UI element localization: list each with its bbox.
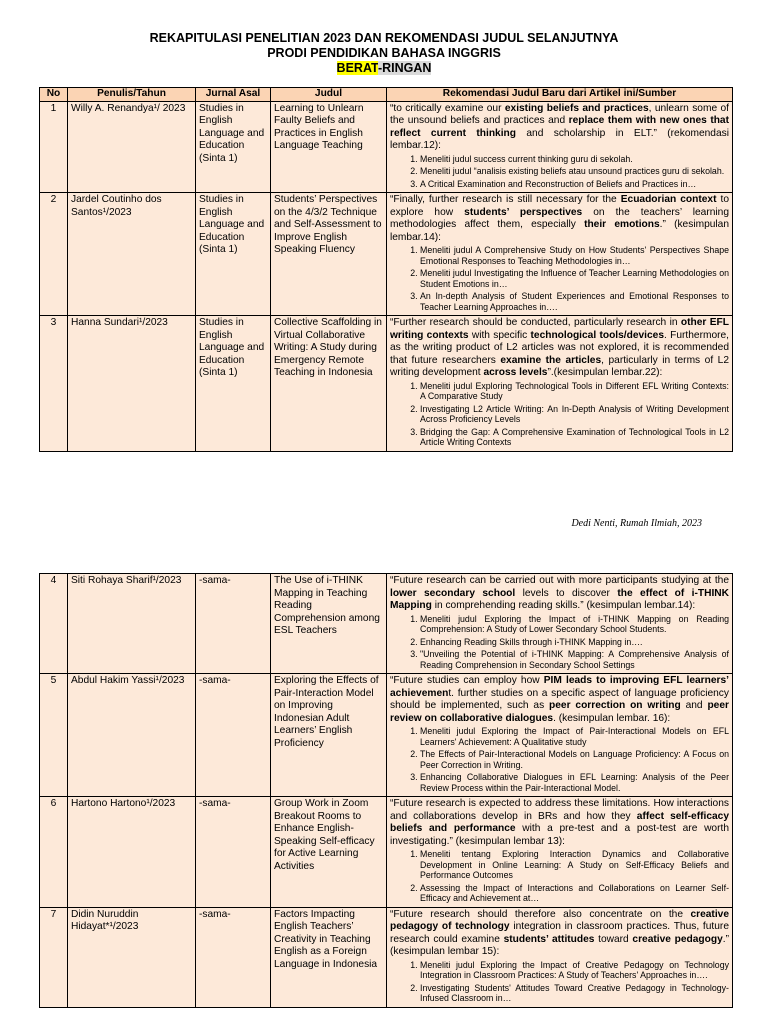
header-title: Judul (271, 88, 387, 102)
title-berat: BERAT (336, 61, 378, 75)
row-title: Students’ Perspectives on the 4/3/2 Technique and Self-Assessment to Improve English Speaking Fluency (271, 193, 387, 316)
row-recommendation (387, 797, 733, 908)
row-number: 3 (40, 316, 68, 452)
recommendation-quote: “Future studies can employ how PIM leads to improving EFL learners’ achievement. further studies on a specific aspect of language proficiency should be implemented, such as peer correction on writing and peer review on collaborative dialogues. (kesimpulan lembar. 16): (390, 675, 729, 724)
recommended-titles-list (390, 154, 729, 190)
recommended-title: 2. Assessing the Impact of Interactions and Collaborations on Learner Self-Efficacy and Achievement at… (420, 883, 729, 904)
recommended-title: 3. Bridging the Gap: A Comprehensive Examination of Technological Tools in L2 Article Writing Contexts (420, 427, 729, 448)
recommended-title: 1. Meneliti judul Exploring the Impact of Pair-Interactional Models on EFL Learners' Achievement: A Qualitative study (420, 726, 729, 747)
row-author: Willy A. Renandya¹/ 2023 (68, 101, 196, 193)
recommendation-quote: “Future research can be carried out with more participants studying at the lower secondary school levels to discover the effect of i-THINK Mapping in comprehending reading skills.” (kesimpulan lembar.14): (390, 575, 729, 611)
row-recommendation (387, 574, 733, 674)
document-title-line-3 (0, 60, 768, 76)
row-title: Collective Scaffolding in Virtual Collaborative Writing: A Study during Emergency Remote Teaching in Indonesia (271, 316, 387, 452)
recommended-titles-list (390, 381, 729, 448)
table-row (40, 907, 733, 1007)
row-author: Hanna Sundari¹/2023 (68, 316, 196, 452)
title-ringan: -RINGAN (377, 61, 432, 75)
recommended-title: 2. Meneliti judul “analisis existing beliefs atau unsound practices guru di sekolah. (420, 166, 729, 177)
recommended-title: 3. An In-depth Analysis of Student Experiences and Emotional Responses to Teacher Learning Approaches in…. (420, 291, 729, 312)
research-table-page-1 (39, 87, 733, 452)
recommended-titles-list (390, 726, 729, 793)
signature: Dedi Nenti, Rumah Ilmiah, 2023 (571, 518, 702, 529)
row-title: Exploring the Effects of Pair-Interaction Model on Improving Indonesian Adult Learners’ English Proficiency (271, 674, 387, 797)
row-number: 2 (40, 193, 68, 316)
row-number: 7 (40, 907, 68, 1007)
row-number: 6 (40, 797, 68, 908)
row-author: Didin Nuruddin Hidayat*¹/2023 (68, 907, 196, 1007)
recommended-title: 2. Enhancing Reading Skills through i-THINK Mapping in…. (420, 637, 729, 648)
row-author: Siti Rohaya Sharif¹/2023 (68, 574, 196, 674)
recommended-title: 2. Investigating Students' Attitudes Toward Creative Pedagogy in Technology-Infused Classroom in… (420, 983, 729, 1004)
recommended-titles-list (390, 245, 729, 312)
recommended-title: 1. Meneliti tentang Exploring Interaction Dynamics and Collaborative Development in Online Learning: A Study on Self-Efficacy Beliefs and Performance Outcomes (420, 849, 729, 881)
row-journal: -sama- (196, 797, 271, 908)
table-row (40, 797, 733, 908)
header-no: No (40, 88, 68, 102)
row-journal: -sama- (196, 907, 271, 1007)
recommendation-quote: “to critically examine our existing beliefs and practices, unlearn some of the unsound beliefs and practices and replace them with new ones that reflect current thinking and scholarship in ELT.” (rekomendasi lembar.12): (390, 102, 729, 151)
row-recommendation (387, 674, 733, 797)
row-author: Hartono Hartono¹/2023 (68, 797, 196, 908)
recommended-title: 2. The Effects of Pair-Interactional Models on Language Proficiency: A Focus on Peer Correction in Writing. (420, 749, 729, 770)
header-recommendation: Rekomendasi Judul Baru dari Artikel ini/Sumber (387, 88, 733, 102)
row-journal: Studies in English Language and Education (Sinta 1) (196, 316, 271, 452)
header-author: Penulis/Tahun (68, 88, 196, 102)
row-recommendation (387, 316, 733, 452)
recommended-title: 3. Enhancing Collaborative Dialogues in EFL Learning: Analysis of the Peer Review Process within the Pair-Interactional Model. (420, 772, 729, 793)
row-recommendation (387, 193, 733, 316)
row-number: 5 (40, 674, 68, 797)
header-journal: Jurnal Asal (196, 88, 271, 102)
recommended-titles-list (390, 849, 729, 904)
row-title: Group Work in Zoom Breakout Rooms to Enhance English-Speaking Self-efficacy for Active Learning Activities (271, 797, 387, 908)
recommended-title: 2. Meneliti judul Investigating the Influence of Teacher Learning Methodologies on Student Emotions in… (420, 268, 729, 289)
recommended-titles-list (390, 614, 729, 671)
table-row (40, 193, 733, 316)
table-row (40, 316, 733, 452)
recommended-titles-list (390, 960, 729, 1004)
table-row (40, 674, 733, 797)
row-title: The Use of i-THINK Mapping in Teaching Reading Comprehension among ESL Teachers (271, 574, 387, 674)
table-row (40, 101, 733, 193)
row-journal: -sama- (196, 574, 271, 674)
row-journal: Studies in English Language and Education (Sinta 1) (196, 193, 271, 316)
recommended-title: 1. Meneliti judul success current thinking guru di sekolah. (420, 154, 729, 165)
recommended-title: 1. Meneliti judul Exploring the Impact of i-THINK Mapping on Reading Comprehension: A Study of Lower Secondary School Students. (420, 614, 729, 635)
recommended-title: 3. A Critical Examination and Reconstruction of Beliefs and Practices in… (420, 179, 729, 190)
table-row (40, 574, 733, 674)
row-number: 1 (40, 101, 68, 193)
recommendation-quote: “Finally, further research is still necessary for the Ecuadorian context to explore how students’ perspectives on the teachers’ learning methodologies affect them, especially their emotions.” (kesimpulan lembar.14): (390, 194, 730, 243)
recommended-title: 3. "Unveiling the Potential of i-THINK Mapping: A Comprehensive Analysis of Reading Comprehension in Secondary School Settings (420, 649, 729, 670)
row-author: Jardel Coutinho dos Santos¹/2023 (68, 193, 196, 316)
row-title: Learning to Unlearn Faulty Beliefs and Practices in English Language Teaching (271, 101, 387, 193)
document-title-line-1: REKAPITULASI PENELITIAN 2023 DAN REKOMENDASI JUDUL SELANJUTNYA (149, 31, 619, 45)
recommendation-quote: “Further research should be conducted, particularly research in other EFL writing contexts with specific technological tools/devices. Furthermore, as the writing product of L2 articles was not explored, it is recommended that future researchers examine the articles, particularly in terms of L2 writing development across levels”.(kesimpulan lembar.22): (390, 317, 730, 378)
recommended-title: 1. Meneliti judul Exploring the Impact of Creative Pedagogy on Technology Integration in Classroom Practices: A Study of Teachers' Approaches in…. (420, 960, 729, 981)
recommendation-quote: “Future research is expected to address these limitations. How interactions and collaborations develop in BRs and how they affect self-efficacy beliefs and performance with a pre-test and a post-test are worth investigating.” (kesimpulan lembar 13): (390, 798, 729, 847)
research-table-page-2 (39, 573, 733, 1008)
document-title-line-2: PRODI PENDIDIKAN BAHASA INGGRIS (267, 46, 501, 60)
row-recommendation (387, 907, 733, 1007)
recommended-title: 1. Meneliti judul Exploring Technological Tools in Different EFL Writing Contexts: A Comparative Study (420, 381, 729, 402)
recommendation-quote: “Future research should therefore also concentrate on the creative pedagogy of technology integration in classroom practices. Thus, future research could examine students’ attitudes toward creative pedagogy.” (kesimpulan lembar 15): (390, 908, 729, 957)
row-title: Factors Impacting English Teachers’ Creativity in Teaching English as a Foreign Language in Indonesia (271, 907, 387, 1007)
row-journal: Studies in English Language and Education (Sinta 1) (196, 101, 271, 193)
row-recommendation (387, 101, 733, 193)
row-journal: -sama- (196, 674, 271, 797)
table-header-row (40, 88, 733, 102)
row-author: Abdul Hakim Yassi¹/2023 (68, 674, 196, 797)
recommended-title: 2. Investigating L2 Article Writing: An In-Depth Analysis of Writing Development Across Proficiency Levels (420, 404, 729, 425)
recommended-title: 1. Meneliti judul A Comprehensive Study on How Students' Perspectives Shape Emotional Responses to Teaching Methodologies in… (420, 245, 729, 266)
row-number: 4 (40, 574, 68, 674)
